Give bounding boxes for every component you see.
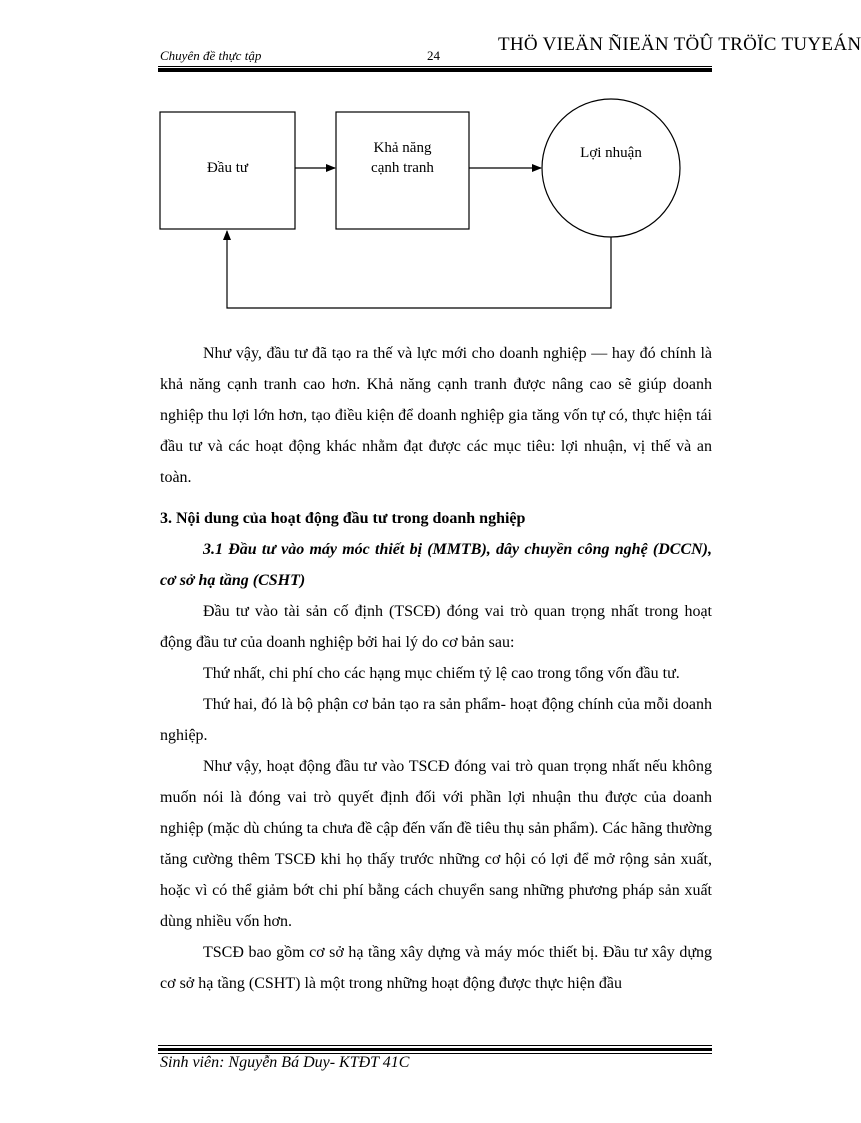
- paragraph-first-reason: Thứ nhất, chi phí cho các hạng mục chiếm tỷ lệ cao trong tổng vốn đầu tư.: [203, 665, 680, 682]
- header-rule-thick: [158, 68, 712, 72]
- body-text: [160, 338, 712, 999]
- header-document-title: Chuyên đề thực tập: [160, 48, 262, 63]
- section-heading-3: 3. Nội dung của hoạt động đầu tư trong doanh nghiệp: [160, 510, 526, 527]
- paragraph-infrastructure: TSCĐ bao gồm cơ sở hạ tầng xây dựng và máy móc thiết bị. Đầu tư xây dựng cơ sở hạ tầng (CSHT) là một trong những hoạt động được thực hiện đầu: [160, 944, 712, 992]
- header-library-banner: THÖ VIEÄN ÑIEÄN TÖÛ TRÖÏC TUYEÁN: [498, 34, 861, 55]
- subsection-heading-3-1: 3.1 Đầu tư vào máy móc thiết bị (MMTB), dây chuyền công nghệ (DCCN), cơ sở hạ tầng (CSHT): [160, 541, 712, 589]
- paragraph-role-of-fixed-assets: Như vậy, hoạt động đầu tư vào TSCĐ đóng vai trò quan trọng nhất nếu không muốn nói là đóng vai trò quyết định đối với phần lợi nhuận thu được của doanh nghiệp (mặc dù chúng ta chưa đề cập đến vấn đề tiêu thụ sản phẩm). Các hãng thường tăng cường thêm TSCĐ khi họ thấy trước những cơ hội có lợi để mở rộng sản xuất, hoặc vì có thể giảm bớt chi phí bằng cách chuyển sang những phương pháp sản xuất dùng nhiều vốn hơn.: [160, 758, 712, 930]
- footer-student-info: Sinh viên: Nguyễn Bá Duy- KTĐT 41C: [160, 1054, 410, 1071]
- header-page-number: 24: [427, 48, 440, 63]
- header-rule-thin: [158, 66, 712, 67]
- box-competitiveness-label-line1: Khả năng: [373, 140, 432, 156]
- box-competitiveness-label-line2: cạnh tranh: [371, 160, 434, 176]
- feedback-loop-line: [227, 231, 611, 308]
- paragraph-summary: Như vậy, đầu tư đã tạo ra thế và lực mới cho doanh nghiệp — hay đó chính là khả năng cạnh tranh cao hơn. Khả năng cạnh tranh được nâng cao sẽ giúp doanh nghiệp thu lợi lớn hơn, tạo điều kiện để doanh nghiệp gia tăng vốn tự có, thực hiện tái đầu tư và các hoạt động khác nhằm đạt được các mục tiêu: lợi nhuận, vị thế và an toàn.: [160, 345, 712, 486]
- paragraph-fixed-assets: Đầu tư vào tài sản cố định (TSCĐ) đóng vai trò quan trọng nhất trong hoạt động đầu tư của doanh nghiệp bởi hai lý do cơ bản sau:: [160, 603, 712, 651]
- box-investment-label: Đầu tư: [206, 160, 249, 176]
- footer-rule-thick: [158, 1048, 712, 1051]
- circle-profit: [542, 99, 680, 237]
- investment-flow-diagram: [150, 95, 720, 320]
- diagram-graphic: [150, 95, 720, 320]
- footer-rule-thin-top: [158, 1045, 712, 1046]
- paragraph-second-reason: Thứ hai, đó là bộ phận cơ bản tạo ra sản phẩm- hoạt động chính của mỗi doanh nghiệp.: [160, 696, 712, 744]
- circle-profit-label: Lợi nhuận: [580, 145, 642, 161]
